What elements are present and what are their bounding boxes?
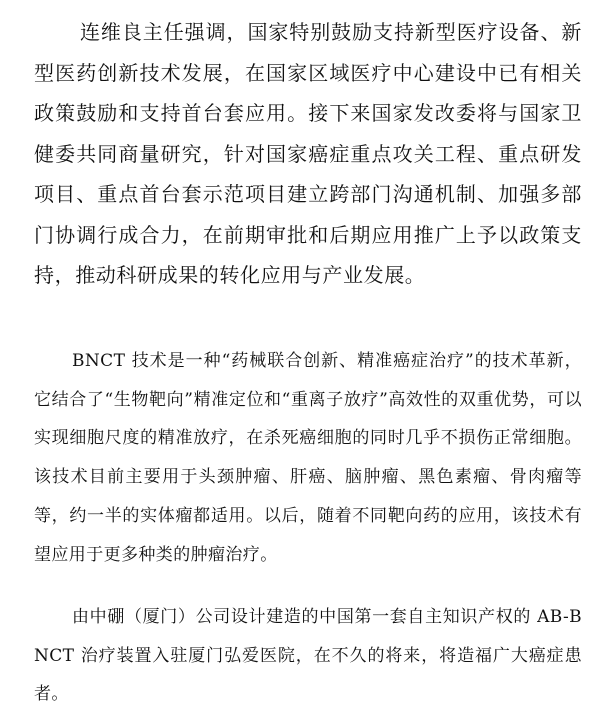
paragraph-policy-support: 连维良主任强调，国家特别鼓励支持新型医疗设备、新型医药创新技术发展，在国家区域医疗中心建设中已有相关政策鼓励和支持首台套应用。接下来国家发改委将与国家卫健委共同商量研究，针对国家癌症重点攻关工程、重点研发项目、重点首台套示范项目建立跨部门沟通机制、加强多部门协调行成合力，在前期审批和后期应用推广上予以政策支持，推动科研成果的转化应用与产业发展。 — [34, 20, 582, 287]
paragraph-bnct-technology: BNCT 技术是一种“药械联合创新、精准癌症治疗”的技术革新，它结合了“生物靶向”精准定位和“重离子放疗”高效性的双重优势，可以实现细胞尺度的精准放疗，在杀死癌细胞的同时几乎不损伤正常细胞。该技术目前主要用于头颈肿瘤、肝癌、脑肿瘤、黑色素瘤、骨肉瘤等等，约一半的实体瘤都适用。以后，随着不同靶向药的应用，该技术有望应用于更多种类的肿瘤治疗。 — [34, 351, 582, 565]
paragraph-ab-bnct-device: 由中硼（厦门）公司设计建造的中国第一套自主知识产权的 AB-BNCT 治疗装置入驻厦门弘爱医院，在不久的将来，将造福广大癌症患者。 — [34, 607, 582, 705]
